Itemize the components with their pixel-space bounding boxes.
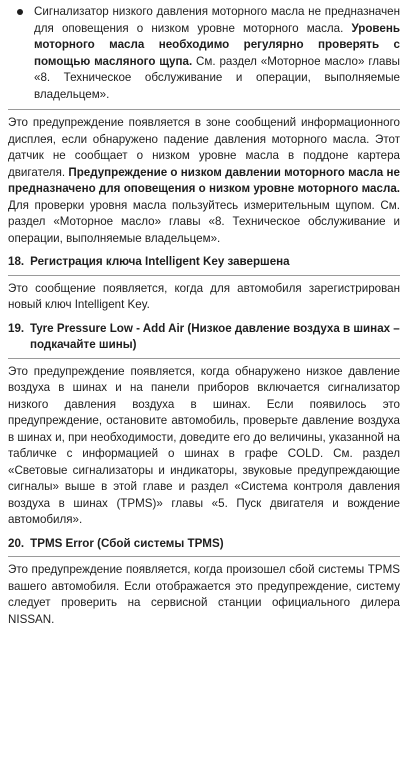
section-18-title: Регистрация ключа Intelligent Key завершена: [30, 255, 290, 268]
section-19-heading: [8, 321, 400, 359]
section-20-text: Это предупреждение появляется, когда произошел сбой системы TPMS вашего автомобиля. Если отображается это предупреждение, систему следует проверить на сервисной станции официального дилера NISSAN.: [8, 563, 400, 626]
section-20-number: 20.: [8, 536, 25, 550]
section-19-number: 19.: [8, 321, 25, 335]
section-19-title: Tyre Pressure Low - Add Air (Низкое давление воздуха в шинах – подкачайте шины): [30, 321, 400, 351]
divider: [8, 109, 400, 110]
section-18-heading: [8, 254, 400, 276]
oil-pressure-paragraph: Это предупреждение появляется в зоне сообщений информационного дисплея, если обнаружено падение давления моторного масла. Этот датчик не сообщает о низком уровне масла в поддоне картера двигателя. Предупреждение о низком давлении моторного масла не предназначено для оповещения о низком уровне моторного масла. Для проверки уровня масла пользуйтесь измерительным щупом. См. раздел «Моторное масло» главы «8. Техническое обслуживание и операции, выполняемые владельцем».: [8, 116, 400, 245]
section-20-heading: [8, 536, 400, 558]
warning-note-text: Сигнализатор низкого давления моторного масла не предназначен для оповещения о низком уровне моторного масла. Уровень моторного масла необходимо регулярно проверять с помощью масляного щупа. См. раздел «Моторное масло» главы «8. Техническое обслуживание и операции, выполняемые владельцем».: [34, 5, 401, 101]
bullet-dot-icon: [17, 9, 23, 15]
section-18-text: Это сообщение появляется, когда для автомобиля зарегистрирован новый ключ Intelligent Key.: [8, 281, 400, 311]
section-18-number: 18.: [8, 255, 25, 268]
section-20-title: TPMS Error (Сбой системы TPMS): [30, 536, 224, 550]
warning-note-emphasis: Уровень моторного масла необходимо регулярно проверять с помощью масляного щупа.: [34, 21, 400, 68]
warning-note: [8, 4, 400, 103]
oil-pressure-emphasis: Предупреждение о низком давлении моторного масла не предназначено для оповещения о низком уровне моторного масла.: [8, 165, 400, 195]
section-19-text: Это предупреждение появляется, когда обнаружено низкое давление воздуха в шинах и на панели приборов включается сигнализатор низкого давления воздуха в шинах. Если появилось это предупреждение, остановите автомобиль, проверьте давление воздуха в шинах и, при необходимости, доведите его до величины, указанной на табличке с информацией о шинах в графе COLD. См. раздел «Световые сигнализаторы и индикаторы, звуковые предупреждающие сигналы» выше в этой главе и раздел «Система контроля давления воздуха в шинах (TPMS)» главы «5. Пуск двигателя и вождение автомобиля».: [8, 364, 400, 526]
